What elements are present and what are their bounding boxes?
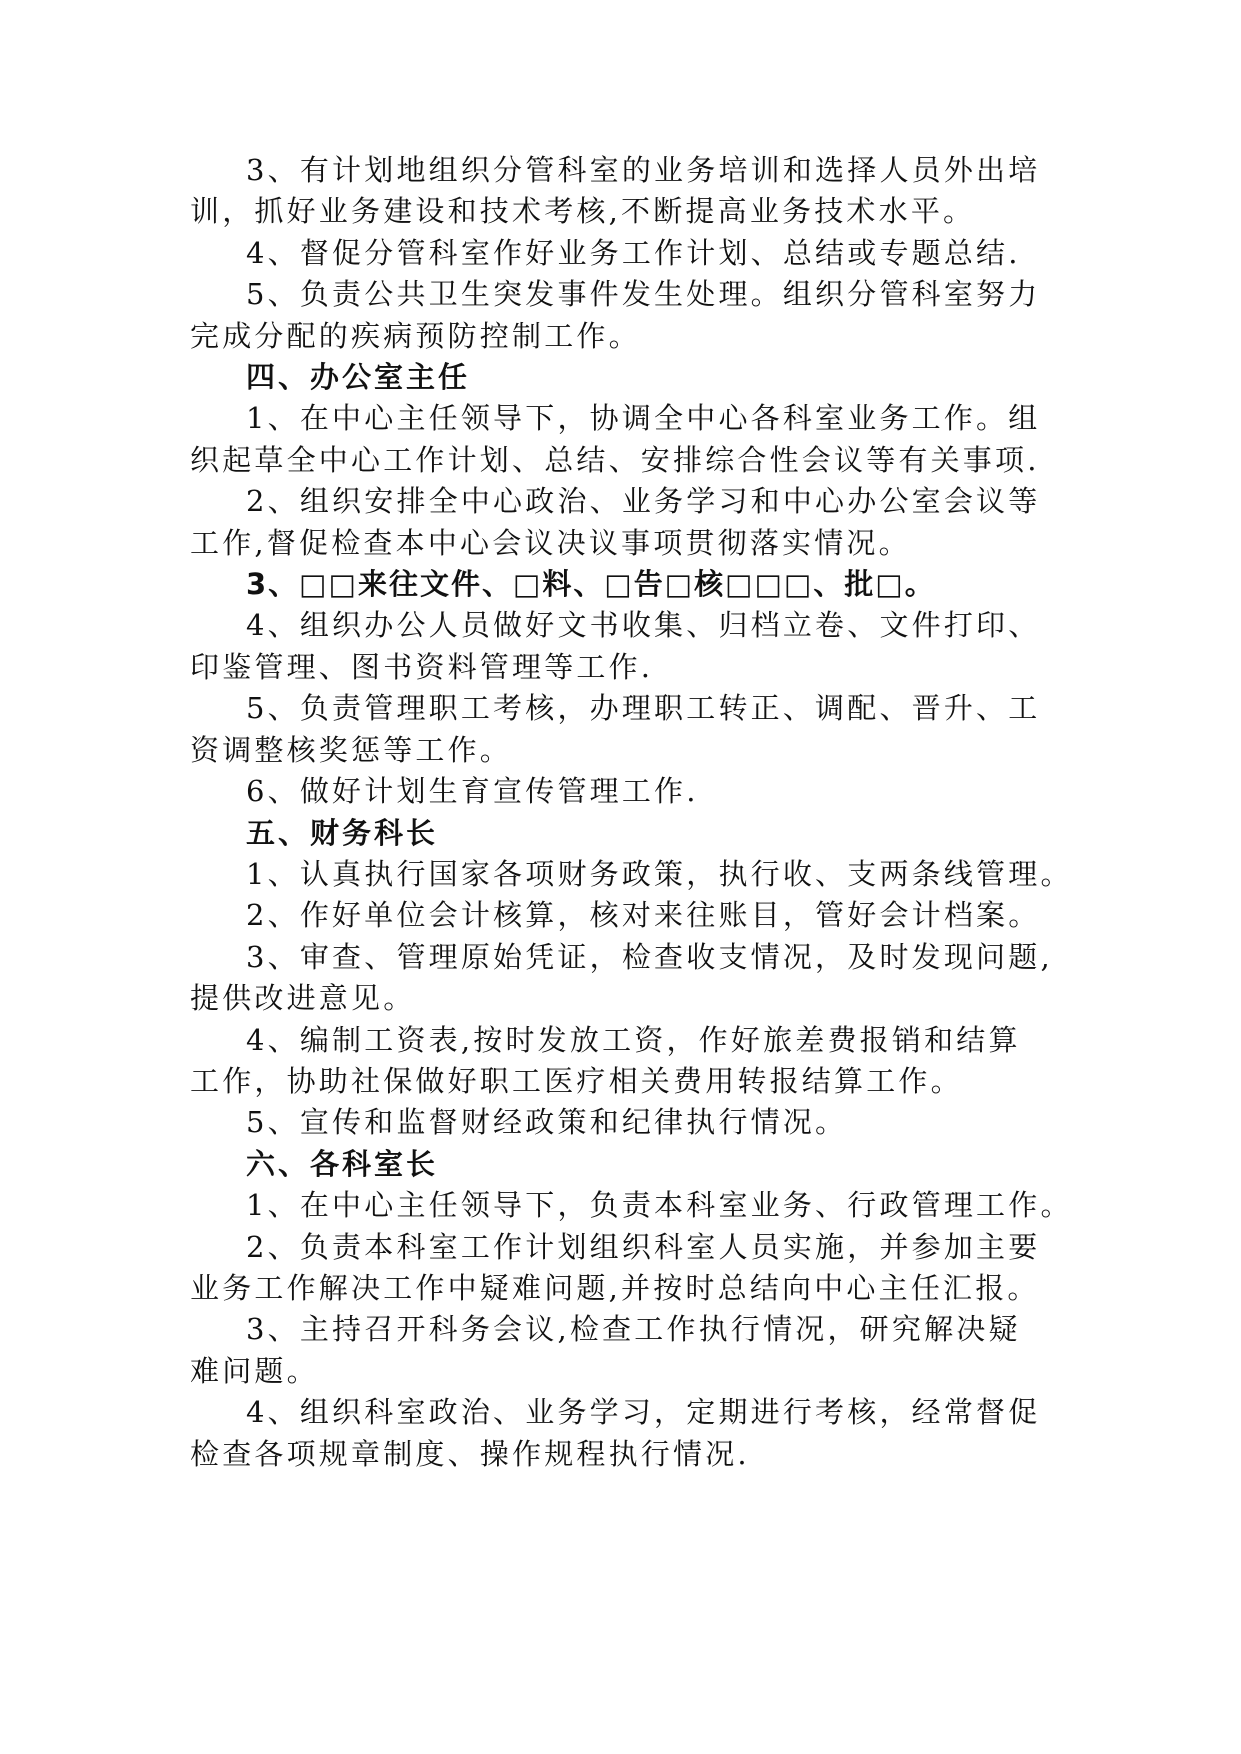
section-heading-finance-chief: 五、财务科长 <box>246 815 439 850</box>
body-line: 3、有计划地组织分管科室的业务培训和选择人员外出培 <box>246 153 1041 187</box>
body-line: 工作，协助社保做好职工医疗相关费用转报结算工作。 <box>190 1063 963 1098</box>
body-line: 完成分配的疾病预防控制工作。 <box>190 318 641 353</box>
body-line: 6、做好计划生育宣传管理工作. <box>246 774 699 809</box>
body-line: 4、组织办公人员做好文书收集、归档立卷、文件打印、 <box>246 608 1041 643</box>
body-line: 4、编制工资表,按时发放工资，作好旅差费报销和结算 <box>246 1022 1021 1057</box>
body-line: 难问题。 <box>190 1353 319 1388</box>
body-line-garbled: 3、□□来往文件、□料、□告□核□□□、批□。 <box>246 567 936 602</box>
body-line: 5、负责公共卫生突发事件发生处理。组织分管科室努力 <box>246 277 1041 312</box>
body-line: 1、认真执行国家各项财务政策，执行收、支两条线管理。 <box>246 856 1073 891</box>
body-line: 4、组织科室政治、业务学习，定期进行考核，经常督促 <box>246 1395 1041 1430</box>
section-heading-office-director: 四、办公室主任 <box>246 360 471 395</box>
body-line: 印鉴管理、图书资料管理等工作. <box>190 649 654 684</box>
section-heading-department-chiefs: 六、各科室长 <box>246 1146 439 1181</box>
body-line: 训，抓好业务建设和技术考核,不断提高业务技术水平。 <box>190 194 976 229</box>
body-line: 1、在中心主任领导下，协调全中心各科室业务工作。组 <box>246 401 1041 436</box>
body-line: 5、宣传和监督财经政策和纪律执行情况。 <box>246 1105 848 1140</box>
document-body <box>190 150 1073 1475</box>
body-line: 业务工作解决工作中疑难问题,并按时总结向中心主任汇报。 <box>190 1270 1040 1305</box>
body-line: 工作,督促检查本中心会议决议事项贯彻落实情况。 <box>190 525 911 560</box>
body-line: 资调整核奖惩等工作。 <box>190 732 513 767</box>
body-line: 2、负责本科室工作计划组织科室人员实施，并参加主要 <box>246 1229 1041 1264</box>
body-line: 1、在中心主任领导下，负责本科室业务、行政管理工作。 <box>246 1188 1073 1223</box>
body-line: 4、督促分管科室作好业务工作计划、总结或专题总结. <box>246 235 1021 270</box>
body-line: 检查各项规章制度、操作规程执行情况. <box>190 1436 750 1471</box>
body-line: 2、组织安排全中心政治、业务学习和中心办公室会议等 <box>246 484 1041 519</box>
body-line: 5、负责管理职工考核，办理职工转正、调配、晋升、工 <box>246 691 1041 726</box>
body-line: 3、审查、管理原始凭证，检查收支情况，及时发现问题, <box>246 939 1053 974</box>
body-line: 2、作好单位会计核算，核对来往账目，管好会计档案。 <box>246 898 1041 933</box>
body-line: 织起草全中心工作计划、总结、安排综合性会议等有关事项. <box>190 442 1040 477</box>
body-line: 3、主持召开科务会议,检查工作执行情况，研究解决疑 <box>246 1312 1021 1347</box>
body-line: 提供改进意见。 <box>190 981 416 1016</box>
